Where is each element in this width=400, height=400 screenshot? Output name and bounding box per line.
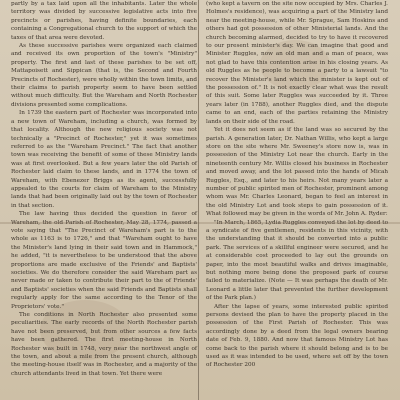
paragraph: partly by a tax laid upon all the inhabitants. Later the whole territory was divided by successive legislative acts into five precincts or parishes, having definite boundaries, each containing a Congregational church to the support of which the taxes of that area were devoted. xyxy=(11,1,197,41)
right-column xyxy=(206,0,388,370)
paragraph: Yet it does not seem as if the land was so secured by the parish. A generation later, Dr. Nathan Willis, who kept a large store on the site where Mr. Sweeney's store now is, was in possession of the Ministry Lot near the church. Early in the nineteenth century Mr. Willis closed his business in Rochester and moved away, and the lot passed into the hands of Micah Ruggles, Esq., and later to his heirs. Not many years later a number of public spirited men of Rochester, prominent among whom was Mr. Charles Leonard, began to feel an interest in the old Ministry Lot and took steps to gain possession of it. What followed may be given in the words of Mr. John A. Ryder: xyxy=(206,127,388,218)
paragraph: The conditions in North Rochester also presented some peculiarities. The early records of the North Rochester parish have not been preserved, but from other sources a few facts have been gathered. The first meeting-house in North Rochester was built in 1748, very near the northwest angle of the town, and about a mile from the present church, although the meeting-house itself was in Rochester, and a majority of the church attendants lived in that town. Yet there were xyxy=(11,312,197,377)
paragraph: The law having thus decided the question in favor of Wareham, the old Parish of Rochester, May 28, 1774, passed a vote saying that "The Precinct of Wareham's part is to the whole as 1163 is to 1726," and that "Wareham ought to have the Minister's land lying in their said town and in Hammock," he added, "it is nevertheless to be understood that the above proportions are made exclusive of the Friends' and Baptists' societies. We do therefore consider the said Wareham part as never made or taken to contribute their part to the of Friends' and Baptists' societies when the said Friends and Baptists shall regularly apply for the same according to the Tenor of the Proprietors' vote." xyxy=(11,211,197,310)
paragraph: In 1739 the eastern part of Rochester was incorporated into a new town of Wareham, including a church, was formed by that locality. Although the new religious society was not technically a "Precinct of Rochester," yet it was sometimes referred to as the "Wareham Precinct." The fact that another town was receiving the benefit of some of these Ministry lands was at first overlooked. But a few years later the old Parish of Rochester laid claim to these lands, and in 1774 the town of Wareham, with Ebenezer Briggs as its agent, successfully appealed to the courts for claim of Wareham to the Ministry lands that had been originally laid out by the town of Rochester in that section. xyxy=(11,110,197,209)
paragraph: (who kept a tavern on the site now occupied by Mrs. Charles J. Holmes's residence), was acquiring a part of the Ministry land near the meeting-house, while Mr. Sprague, Sam Hoskins and others had got possession of other Ministerial lands. And the church becoming alarmed, decided to try to have it recovered to our present minister's day. We can imagine that good and Minister Ruggles, now an old man and a man of peace, was not glad to have this contention arise in his closing years. As old Ruggles as he people to become a party to a lawsuit "to recover the Minister's land which the minister is kept out of the possession of." It is not exactly clear what was the result of this suit. Some later Ruggles was succeeded by it. Three years later (in 1788), another Ruggles died, and the dispute came to an end, each of the parties retaining the Ministry lands on their side of the road. xyxy=(206,1,388,125)
left-column xyxy=(11,0,197,378)
column-divider xyxy=(198,0,199,400)
paragraph: "In March, 1865, Lydia Ruggles conveyed the lot by deed to a syndicate of five gentlemen, residents in this vicinity, with the understanding that it should be converted into a public park. The services of a skillful engineer were secured, and he at considerable cost proceeded to lay out the grounds on paper, into the most beautiful walks and drives imaginable, but nothing more being done the proposed park of course failed to materialize. (Note — It was perhaps the death of Mr. Leonard a little later that prevented the further development of the Park plan.) xyxy=(206,219,388,302)
paragraph: As these successive parishes were organized each claimed and received its own proportion of the town's "Ministry" property. The first and last of these parishes to be set off, Mattapoisett and Sippican (that is, the Second and Fourth Precincts of Rochester), were wholly within the town limits, and their claims to parish property seem to have been settled without much difficulty. But the Wareham and North Rochester divisions presented some complications. xyxy=(11,43,197,108)
paper-fold xyxy=(0,222,400,224)
paragraph: After the lapse of years, some interested public spirited persons devised the plan to have the property placed in the possession of the First Parish of Rochester. This was accordingly done by a deed from the legal owners bearing date of Feb. 9, 1880. And now that famous Ministry Lot has come back to the parish where it should belong and is to be used as it was intended to be used, where set off by the town of Rochester 200 xyxy=(206,303,388,369)
